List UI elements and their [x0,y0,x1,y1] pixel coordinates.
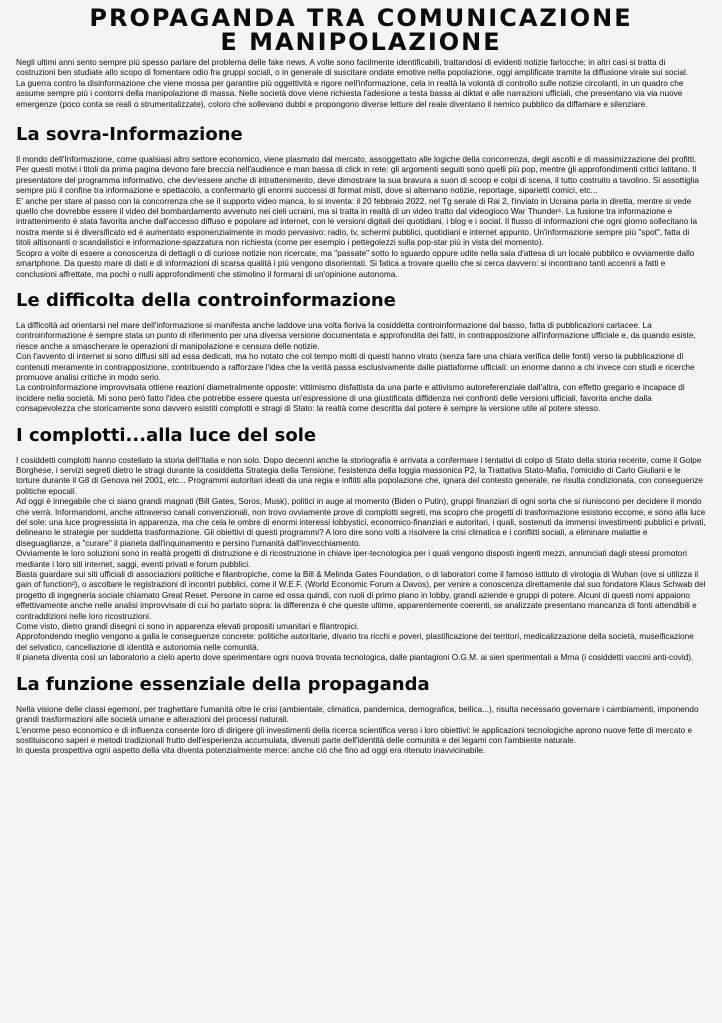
section-paragraph: E' anche per stare al passo con la concorrenza che se il supporto video manca, lo si inventa: il 20 febbraio 2022, nel Tg serale di Rai 2, l'inviato in Ucraina parla in diretta, mentre si vede quello che dovrebbe essere il video del bombardamento avvenuto nei cieli ucraini, ma si tratta in realtà di un video tratto dal videogioco War Thunder¹. La fusione tra informazione e intrattenimento è stata favorita anche dall'accesso diffuso e popolare ad internet, con le versioni digitali dei quotidiani, i blog e i social. Il flusso di informazioni che ogni giorno sollecitano la nostra mente si è diversificato ed è aumentato esponenzialmente in modo pervasivo: radio, tv, schermi pubblici, quotidiani e internet appunto. Un'informazione sempre più "spot", fatta di titoli altisonanti o scandalistici e informazione-spazzatura non richiesta (come per esempio i pettegolezzi sulla pop-star più in vista del momento). [16,196,698,248]
section-propaganda [16,674,706,757]
section-heading: Le difficolta della controinformazione [16,289,396,311]
section-paragraph: Basta guardare sui siti ufficiali di associazioni politiche e filantropiche, come la Bill & Melinda Gates Foundation, o di laboratori come il famoso istituto di virologia di Wuhan (ove si utilizza il gain of function²), o ascoltare le registrazioni di incontri pubblici, come il W.E.F. (World Economic Forum a Davos), per venire a conoscenza direttamente dal suo fondatore Klaus Schwab del progetto di ingegneria sociale chiamato Great Reset. Persone in carne ed ossa quindi, con ruoli di primo piano in lobby, grandi aziende e gruppi di potere. Alcuni di questi nomi appaiono effettivamente anche nelle analisi improvvisate di cui ho parlato sopra: la differenza è che queste ultime, apparentemente coerenti, se analizzate presentano mancanza di fonti attendibili e contraddizioni nelle loro ricostruzioni. [16,570,706,621]
section-sovra-informazione [16,124,706,280]
section-paragraph: La controinformazione improvvisata ottiene reazioni diametralmente opposte: vittimismo disfattista da una parte e attivismo autoreferenziale dall'altra, con effetto gregario e incapace di incidere nella società. Mi sono però fatto l'idea che potrebbe essere questa un'espressione di una giustificata diffidenza nei confronti delle versioni ufficiali, favorita anche dalla consapevolezza che storicamente sono davvero esistiti complotti e stragi di Stato: la realtà come descritta dal potere è sempre la versione utile al potere stesso. [16,383,685,414]
section-complotti [16,425,706,664]
intro-paragraph: La guerra contro la disinformazione che viene mossa per garantire più oggettività e rigore nell'informazione, cela in realtà la volontà di controllo sulle notizie circolanti, in un quadro che assume sempre più i contorni della manipolazione di massa. Nelle società dove viene richiesta l'adesione a testa bassa ai diktat e alle narrazioni ufficiali, che presentano via via nuove emergenze (poco conta se reali o strumentalizzate), coloro che sollevano dubbi e propongono diverse letture del reale diventano il nemico pubblico da diffamare e silenziare. [16,78,684,109]
section-paragraph: Nella visione delle classi egemoni, per traghettare l'umanità oltre le crisi (ambientale, climatica, pandemica, demografica, bellica...), risulta necessario governare i cambiamenti, imponendo grandi trasformazioni alle società umane e alterazioni dei processi naturali. [16,704,699,725]
section-paragraph: Il mondo dell'Informazione, come qualsiasi altro settore economico, viene plasmato dal mercato, assoggettato alle logiche della concorrenza, degli ascolti e di massimizzazione dei profitti. Per questi motivi i titoli da prima pagina devono fare breccia nell'audience e man bassa di click in rete: gli argomenti seguiti sono quelli più pop, mentre gli approfondimenti critici latitano. Il presentatore del programma informativo, che dev'essere anche di intrattenimento, deve dimostrare la sua bravura a suon di scoop e colpi di scena, il tutto costruito a tavolino. Si assottiglia sempre più il confine tra informazione e spettacolo, a confermarlo gli enormi successi di format misti, dove si alternano notizie, reportage, siparietti comici, etc... [16,155,700,196]
title-line-2: E MANIPOLAZIONE [220,28,502,56]
intro-paragraph: Negli ultimi anni sento sempre più spesso parlare del problema delle fake news. A volte sono facilmente identificabili, trattandosi di evidenti notizie farlocche; in altri casi si tratta di costruzioni ben studiate allo scopo di fomentare odio fra gruppi sociali, o in generale di suscitare ondate emotive nella popolazione, oggi amplificate tramite la diffusione virale sui social. [16,58,689,78]
section-paragraph: Ovviamente le loro soluzioni sono in realtà progetti di distruzione e di ricostruzione in chiave iper-tecnologica per i quali vengono disposti ingenti mezzi, annunciati dagli stessi promotori mediante i loro siti internet, saggi, eventi privati e forum pubblici. [16,549,687,569]
section-paragraph: Ad oggi è innegabile che ci siano grandi magnati (Bill Gates, Soros, Musk), politici in auge al momento (Biden o Putin), gruppi finanziari di ogni sorta che si riuniscono per decidere il mondo che verrà. Informandomi, anche attraverso canali convenzionali, non trovo ovviamente prove di complotti segreti, ma scopro che progetti di trasformazione esistono eccome, e sono alla luce del sole: una luce progressista in apparenza, ma che cela le ombre di enormi interessi lobbystici, economico-finanziari e autoritari, i quali, sostenuti da immensi investimenti pubblici e privati, delineano le strategie per suddetta trasformazione. Gli obiettivi di questi programmi? A loro dire sono volti a risolvere la crisi climatica e i conflitti sociali, a eliminare malattie e diseguaglianze, a "curare" il pianeta dall'inquinamento e persino l'umanità dall'invecchiamento. [16,497,706,548]
section-heading: La sovra-Informazione [16,124,243,146]
section-paragraph: Il pianeta diventa così un laboratorio a cielo aperto dove sperimentare ogni nuova trovata tecnologica, dalle piantagioni O.G.M. ai sieri sperimentali a Mrna (i cosiddetti vaccini anti-covid). [16,653,694,663]
section-paragraph: I cosiddetti complotti hanno costellato la storia dell'Italia e non solo. Dopo decenni anche la storiografia è arrivata a confermare i tentativi di colpo di Stato della storia recente, come il Golpe Borghese, i servizi segreti dietro le stragi durante la cosiddetta Strategia della Tensione, l'esistenza della loggia massonica P2, la Trattativa Stato-Mafia, l'omicidio di Carlo Giuliani e le torture durante il G8 di Genova nel 2001, etc... Programmi autoritari ideati da una regia e inflitti alla popolazione che, ignara del contesto generale, ne risulta condizionata, con conseguenze politiche epocali. [16,455,704,496]
section-heading: I complotti...alla luce del sole [16,424,317,446]
page-title [16,6,706,54]
section-heading: La funzione essenziale della propaganda [16,673,430,695]
section-paragraph: L'enorme peso economico e di influenza consente loro di dirigere gli investimenti della ricerca scientifica verso i loro obiettivi: le applicazioni tecnologiche aprono nuove fette di mercato e sostituiscono saperi e metodi tradizionali frutto dell'esperienza accumulata, divenuti parte dell'identità delle comunità e dei legami con l'ambiente naturale. [16,725,693,745]
section-paragraph: Approfondendo meglio vengono a galla le conseguenze concrete: politiche autoritarie, divario tra ricchi e poveri, plastificazione dei territori, medicalizzazione della società, museificazione del selvatico, cancellazione di identità e autonomia nelle comunità. [16,632,694,652]
title-line-1: PROPAGANDA TRA COMUNICAZIONE [89,4,633,32]
section-paragraph: Come visto, dietro grandi disegni ci sono in apparenza elevati propositi umanitari e filantropici. [16,622,360,632]
section-paragraph: In questa prospettiva ogni aspetto della vita diventa potenzialmente merce: anche ciò che fino ad oggi era ritenuto inavvicinabile. [16,746,486,756]
intro [16,58,706,110]
section-paragraph: La difficoltà ad orientarsi nel mare dell'informazione si manifesta anche laddove una volta fioriva la cosiddetta controinformazione dal basso, fatta di pubblicazioni cartacee. La controinformazione è sempre stata un punto di riferimento per una diversa versione documentata e approfondita dei fatti, in contrapposizione all'informazione ufficiale e, da quando esiste, riesce anche a smascherare le operazioni di manipolazione e censura delle notizie. [16,320,696,351]
section-paragraph: Con l'avvento di internet si sono diffusi siti ad essa dedicati, ma ho notato che col tempo molti di questi hanno virato (senza fare una chiara verifica delle fonti) verso la pubblicazione di contenuti meramente in contrapposizione, contribuendo a rafforzare l'idea che la verità passa esclusivamente dalle piattaforme ufficiali: un enorme danno a chi invece con studi e ricerche promuove analisi critiche in modo serio. [16,352,695,382]
section-paragraph: Scopro a volte di essere a conoscenza di dettagli o di curiose notizie non ricercate, ma "passate" sotto lo sguardo oppure udite nella sala d'attesa di un locale pubblico e ovviamente dallo smartphone. Da questo mare di dati e di informazioni di scarsa qualità i più vengono disorientati. Si fatica a trovare quello che si cerca davvero: si incontrano tanti accenni a fatti e conclusioni affrettate, ma pochi o nulli approfondimenti che stimolino il formarsi di un'opinione autonoma. [16,248,695,279]
section-controinformazione [16,290,706,415]
